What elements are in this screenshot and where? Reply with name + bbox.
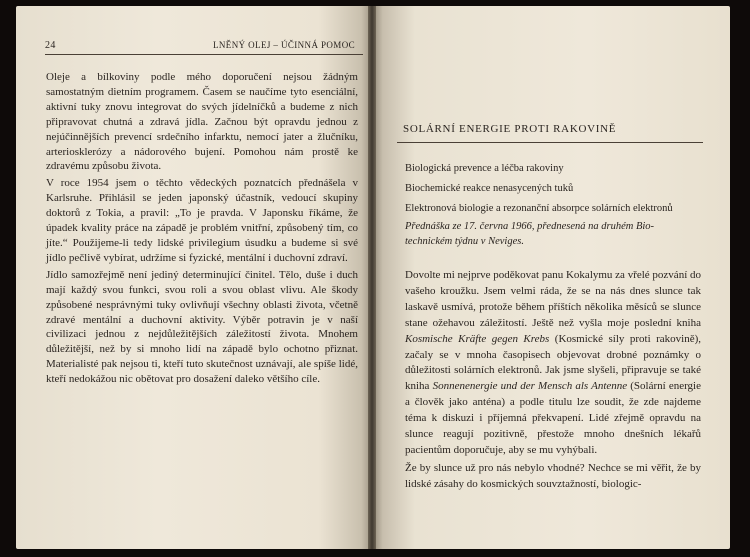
lecture-note: Přednáška ze 17. června 1966, přednesená na druhém Bio-technickém týdnu v Neviges. (405, 221, 655, 247)
running-head: LNĚNÝ OLEJ – ÚČINNÁ POMOC (213, 40, 355, 50)
header-rule (45, 54, 363, 55)
text-run: (Solární energie a člověk jako anténa) a podle titulu lze soudit, že zde najdeme téma k diskuzi i příjemná překvapení. Lidé zřejmě opravdu na slunce reagují pozitivně, přestože mnoho dnešních lékařů pacientům doporučuje, aby se mu vyhýbali. (405, 380, 701, 456)
book-gutter (368, 6, 376, 549)
text-run: (Kosmické síly proti rakovině), začaly se v mnoha časopisech objevovat drobné poznámky o důležitosti solárních elektronů. Jak jsme slyšeli, připravuje se také kniha (405, 332, 701, 393)
book-title: Kosmische Kräfte gegen Krebs (405, 332, 550, 345)
book-title: Sonnenenergie und der Mensch als Antenne (432, 380, 628, 393)
subhead: Elektronová biologie a rezonanční absorpce solárních elektronů (405, 203, 673, 214)
paragraph (405, 268, 701, 459)
subhead: Biologická prevence a léčba rakoviny (405, 163, 564, 174)
subhead: Biochemické reakce nenasycených tuků (405, 183, 574, 194)
paragraph: Oleje a bílkoviny podle mého doporučení nejsou žádným samostatným dietním programem. Časem se naučíme tyto esenciální, aktivní tuky znovu integrovat do svých jídelníčků a budeme z nich připravovat chutná a zdravá jídla. Začnou být opravdu jednou z nejúčinnějších prevencí srdečního infarktu, nemocí jater a žlučníku, arteriosklerózy a nádorového bujení. Pomohou nám prostě ke zdravému způsobu života. (46, 71, 358, 173)
paragraph: V roce 1954 jsem o těchto vědeckých poznatcích přednášela v Karlsruhe. Přihlásil se jeden japonský účastník, vedoucí skupiny doktorů z Tokia, a pravil: „To je pravda. V Japonsku říkáme, že úpadek kvality práce na západě je problém vnitřní, způsobený tím, co jíte.“ Použijeme-li tedy lidské privilegium úsudku a budeme si své jídlo pečlivě vybírat, udržíme si fyzické, mentální i duchovní zdraví. (46, 177, 358, 264)
chapter-title: SOLÁRNÍ ENERGIE PROTI RAKOVINĚ (403, 123, 617, 135)
left-page-body (46, 70, 358, 389)
page-number: 24 (45, 40, 56, 51)
right-page-body (405, 268, 701, 495)
paragraph: Že by slunce už pro nás nebylo vhodné? Nechce se mi věřit, že by lidské zásahy do kosmických souvztažností, biologic- (405, 461, 701, 490)
paragraph: Jídlo samozřejmě není jediný determinující činitel. Tělo, duše i duch mají každý svou funkci, svou roli a svou oblast vlivu. Ale škody způsobené nesprávnými tuky ovlivňují všechny oblasti života, včetně zdravé mentální a duchovní aktivity. Výběr potravin je v naší civilizaci jednou z nejdůležitějších záležitostí života. Mnohem důležitější, než by si mnoho lidí na západě bylo ochotno přiznat. Materialisté pak nejsou ti, kteří tuto skutečnost uznávají, ale spíše lidé, kteří nedokážou nic obětovat pro dosažení daleko většího cíle. (46, 268, 358, 386)
chapter-title-rule (397, 142, 703, 143)
text-run: Dovolte mi nejprve poděkovat panu Kokalymu za vřelé pozvání do vašeho kroužku. Jsem velmi ráda, že se na nás dnes slunce tak laskavě usmívá, protože během příštích několika měsíců se slunce stane ožehavou záležitostí. Ještě než vyšla moje poslední kniha (405, 269, 701, 329)
